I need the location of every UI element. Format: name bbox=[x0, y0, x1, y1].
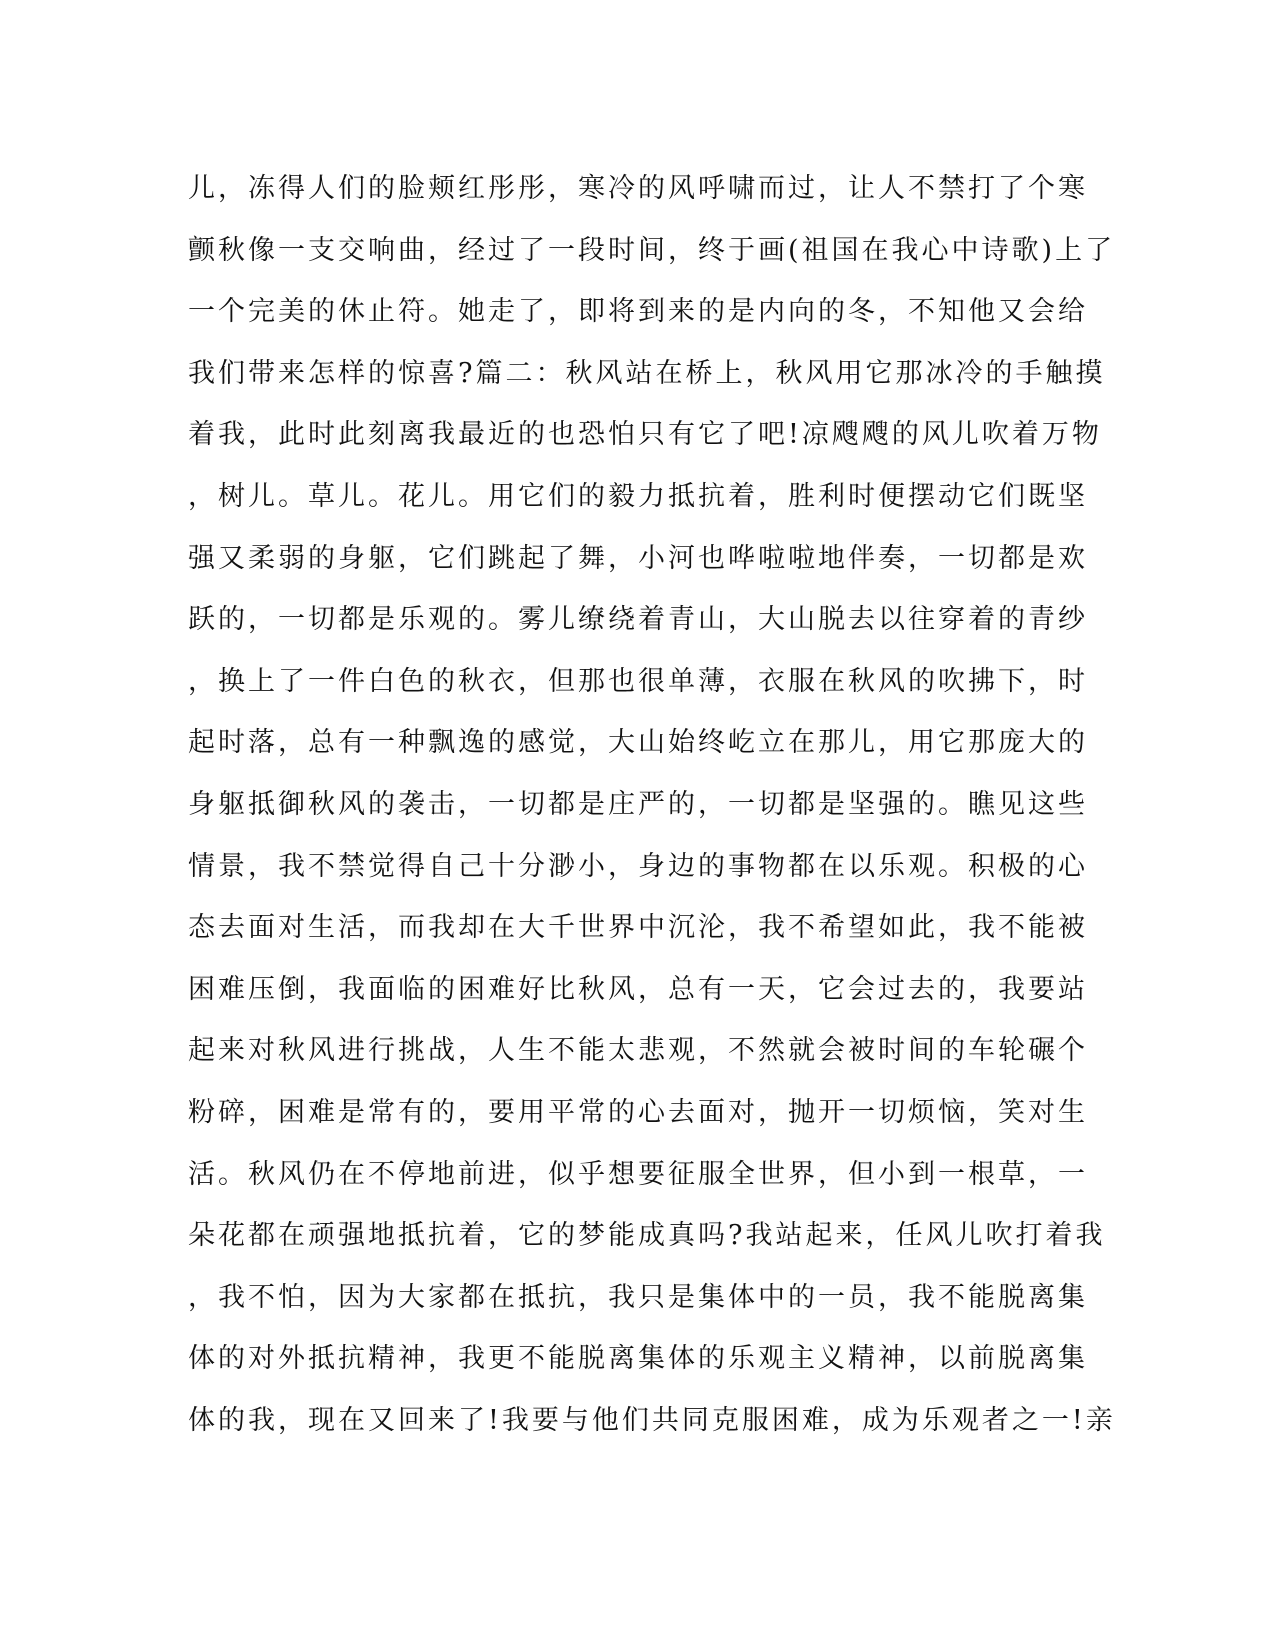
text-line: 着我，此时此刻离我最近的也恐怕只有它了吧!凉飕飕的风儿吹着万物 bbox=[188, 419, 1102, 451]
text-line: 颤秋像一支交响曲，经过了一段时间，终于画(祖国在我心中诗歌)上了 bbox=[188, 234, 1116, 266]
text-line: 起来对秋风进行挑战，人生不能太悲观，不然就会被时间的车轮碾个 bbox=[188, 1035, 1088, 1067]
text-line: 跃的，一切都是乐观的。雾儿缭绕着青山，大山脱去以往穿着的青纱 bbox=[188, 604, 1088, 636]
text-line: 强又柔弱的身躯，它们跳起了舞，小河也哗啦啦地伴奏，一切都是欢 bbox=[188, 542, 1088, 574]
text-line: 困难压倒，我面临的困难好比秋风，总有一天，它会过去的，我要站 bbox=[188, 973, 1088, 1005]
text-line: 情景，我不禁觉得自己十分渺小，身边的事物都在以乐观。积极的心 bbox=[188, 850, 1088, 882]
text-line: 体的对外抵抗精神，我更不能脱离集体的乐观主义精神，以前脱离集 bbox=[188, 1343, 1088, 1375]
text-line: 儿，冻得人们的脸颊红彤彤，寒冷的风呼啸而过，让人不禁打了个寒 bbox=[188, 173, 1088, 204]
text-line: 态去面对生活，而我却在大千世界中沉沦，我不希望如此，我不能被 bbox=[188, 912, 1088, 944]
text-line: ，换上了一件白色的秋衣，但那也很单薄，衣服在秋风的吹拂下，时 bbox=[188, 665, 1088, 697]
text-line: 活。秋风仍在不停地前进，似乎想要征服全世界，但小到一根草，一 bbox=[188, 1158, 1088, 1190]
text-line: 朵花都在顽强地抵抗着，它的梦能成真吗?我站起来，任风儿吹打着我 bbox=[188, 1220, 1106, 1252]
text-line: ，树儿。草儿。花儿。用它们的毅力抵抗着，胜利时便摆动它们既坚 bbox=[188, 480, 1088, 512]
text-line: 体的我，现在又回来了!我要与他们共同克服困难，成为乐观者之一!亲 bbox=[188, 1404, 1116, 1436]
text-line: 我们带来怎样的惊喜?篇二：秋风站在桥上，秋风用它那冰冷的手触摸 bbox=[188, 357, 1106, 389]
text-line: 粉碎，困难是常有的，要用平常的心去面对，抛开一切烦恼，笑对生 bbox=[188, 1096, 1088, 1128]
text-line: 一个完美的休止符。她走了，即将到来的是内向的冬，不知他又会给 bbox=[188, 296, 1088, 328]
text-line: ，我不怕，因为大家都在抵抗，我只是集体中的一员，我不能脱离集 bbox=[188, 1281, 1088, 1313]
text-line: 起时落，总有一种飘逸的感觉，大山始终屹立在那儿，用它那庞大的 bbox=[188, 727, 1088, 759]
text-line: 身躯抵御秋风的袭击，一切都是庄严的，一切都是坚强的。瞧见这些 bbox=[188, 788, 1088, 820]
essay-text-body bbox=[188, 158, 1116, 1451]
